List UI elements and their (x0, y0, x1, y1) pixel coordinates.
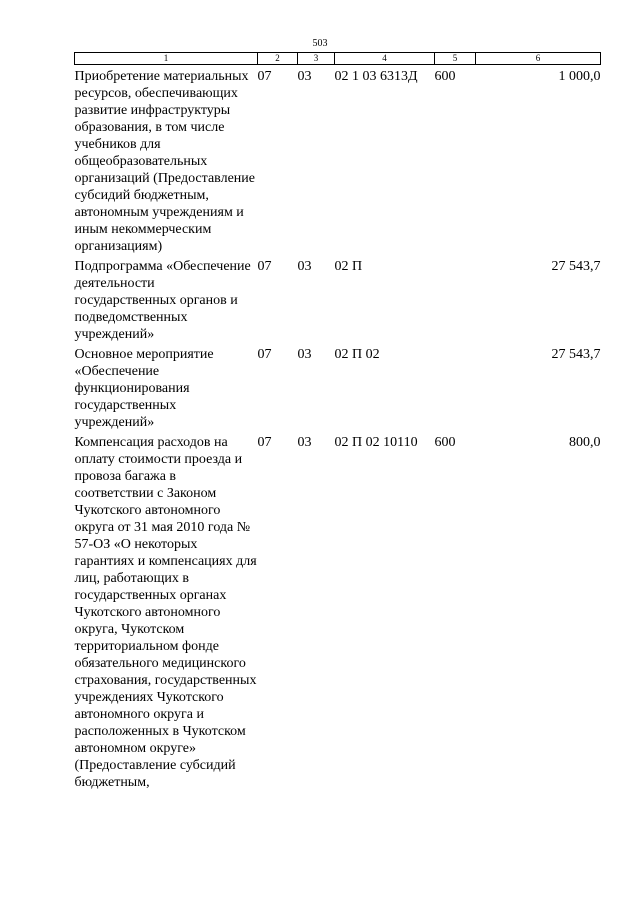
row-name: Основное мероприятие «Обеспечение функционирования государственных учреждений» (74, 347, 214, 430)
budget-table (74, 52, 601, 791)
row-expense-type: 600 (434, 69, 456, 84)
row-section: 07 (257, 259, 272, 274)
row-expense-type: 600 (434, 435, 456, 450)
table-row (75, 431, 601, 791)
row-target-article: 02 П (334, 259, 363, 274)
row-amount: 27 543,7 (551, 347, 601, 362)
column-header-2: 2 (258, 53, 298, 65)
row-subsection: 03 (297, 69, 312, 84)
table-row (75, 255, 601, 343)
row-subsection: 03 (297, 435, 312, 450)
row-section: 07 (257, 347, 272, 362)
column-header-1: 1 (75, 53, 258, 65)
row-name: Подпрограмма «Обеспечение деятельности государственных органов и подведомственных учреждений» (74, 259, 251, 342)
column-number-header-row (75, 53, 601, 65)
row-section: 07 (257, 435, 272, 450)
row-amount: 800,0 (569, 435, 601, 450)
row-section: 07 (257, 69, 272, 84)
column-header-6: 6 (476, 53, 601, 65)
row-name: Приобретение материальных ресурсов, обеспечивающих развитие инфраструктуры образования, в том числе учебников для общеобразовательных организаций (Предоставление субсидий бюджетным, автономным учреждениям и иным некоммерческим организациям) (74, 69, 255, 254)
row-name: Компенсация расходов на оплату стоимости проезда и провоза багажа в соответствии с Законом Чукотского автономного округа от 31 мая 2010 года № 57-ОЗ «О некоторых гарантиях и компенсациях для лиц, работающих в государственных органах Чукотского автономного округа, Чукотском территориальном фонде обязательного медицинского страхования, государственных учреждениях Чукотского автономного округа и расположенных в Чукотском автономном округе» (Предоставление субсидий бюджетным, (74, 435, 257, 790)
table-row (75, 65, 601, 256)
row-amount: 1 000,0 (558, 69, 601, 84)
row-target-article: 02 1 03 6313Д (334, 69, 418, 84)
row-target-article: 02 П 02 (334, 347, 380, 362)
row-expense-type (435, 255, 476, 343)
row-subsection: 03 (297, 259, 312, 274)
row-expense-type (435, 343, 476, 431)
table-row (75, 343, 601, 431)
column-header-4: 4 (335, 53, 435, 65)
column-header-3: 3 (298, 53, 335, 65)
row-target-article: 02 П 02 10110 (334, 435, 418, 450)
row-subsection: 03 (297, 347, 312, 362)
column-header-5: 5 (435, 53, 476, 65)
row-amount: 27 543,7 (551, 259, 601, 274)
page-number: 503 (312, 38, 328, 49)
